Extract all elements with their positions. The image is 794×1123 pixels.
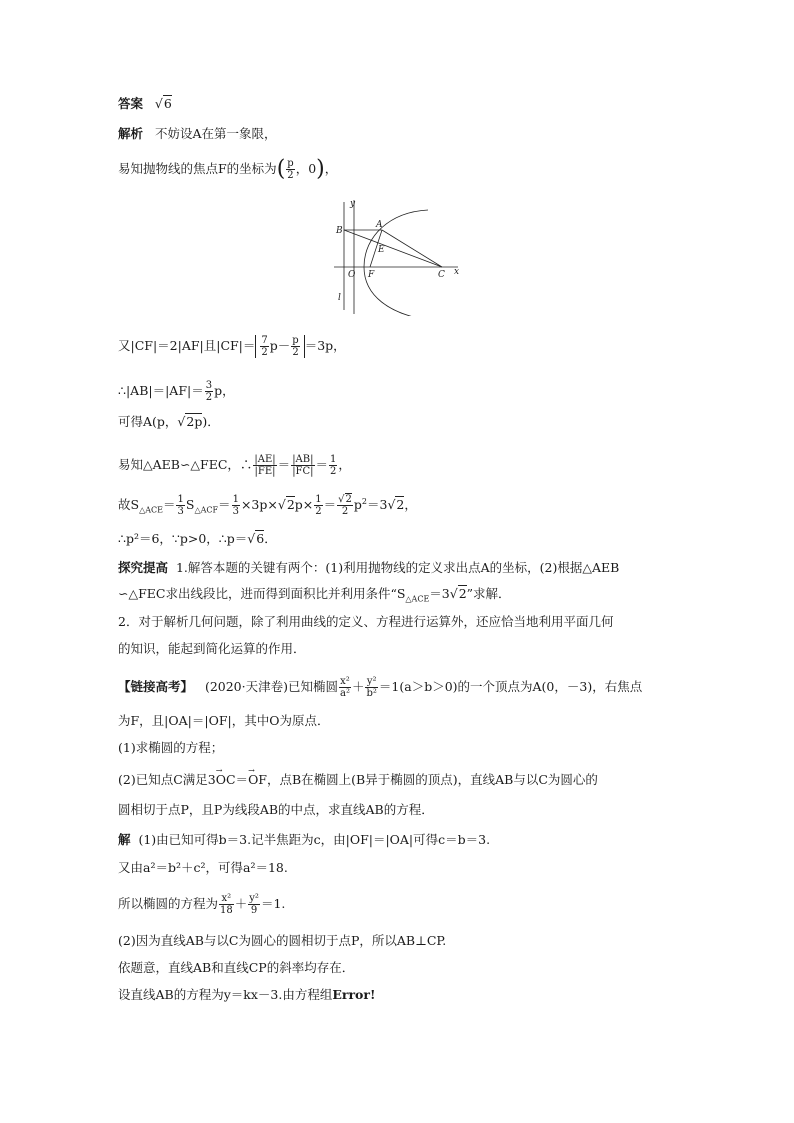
step-3: 可得A(p，√2p)． [118, 414, 220, 429]
answer-line: 答案 √6 [118, 96, 172, 111]
problem-q2: (2)已知点C满足3→ OC＝→ OF，点B在椭圆上(B异于椭圆的顶点)，直线AB与以C为圆心的 [118, 772, 598, 788]
improve-label: 探究提高 [118, 560, 169, 575]
solution-line-2: 又由a²＝b²＋c²，可得a²＝18. [118, 860, 288, 875]
answer-label: 答案 [118, 96, 144, 111]
step-6: ∴p²＝6，∵p>0，∴p＝√6． [118, 531, 277, 546]
improve-line-2: ∽△FEC求出线段比，进而得到面积比并利用条件“$S_{\triangle ACE}=3√2$”求解． [118, 586, 511, 604]
parabola-curve [364, 210, 428, 316]
analysis-text-1: 不妨设A在第一象限， [154, 126, 277, 141]
problem-q1: (1)求椭圆的方程； [118, 740, 224, 755]
problem-line-1: 【链接高考】 (2020·天津卷)已知椭圆 $\frac{\text{x²}}{\text{a²}}$ ＋ $\frac{\text{y²}}{\text{b²}}$ ＝1(a＞b＞0)的一个顶点为A(0，－3)，右焦点 [118, 676, 643, 699]
label-y: y [350, 199, 356, 209]
improve-line-1: 探究提高 1.解答本题的关键有两个：(1)利用抛物线的定义求出点A的坐标，(2)根据△AEB [118, 560, 620, 575]
step-1: 又|CF|＝2|AF|且|CF|＝ $\frac{7}{2}$ p－ $\frac{p}{2}$ ＝3p， [118, 335, 346, 358]
answer-value: 6 [163, 96, 172, 111]
solution-line-5: 依题意，直线AB和直线CP的斜率均存在． [118, 960, 355, 975]
problem-label: 【链接高考】 [118, 679, 194, 694]
label-F: F [368, 270, 375, 280]
step-2: ∴|AB|＝|AF|＝ $\frac{3}{2}$ p， [118, 380, 235, 403]
improve-line-4: 的知识，能起到简化运算的作用． [118, 641, 306, 656]
analysis-label: 解析 [118, 126, 144, 141]
analysis-line-1 [118, 126, 276, 142]
label-E: E [378, 245, 385, 255]
label-C: C [438, 270, 445, 280]
segment-BC [344, 230, 442, 267]
label-x: x [454, 267, 460, 277]
error-text: Error! [332, 987, 376, 1002]
solution-line-1: 解 (1)由已知可得b＝3.记半焦距为c，由|OF|＝|OA|可得c＝b＝3. [118, 832, 491, 847]
step-5: 故$S_{\triangle ACE}=$ $\frac{1}{3}$ $S_{\triangle ACF}=$ $\frac{1}{3}$ ×3p×√2p× $\frac{1}{2}$ ＝ $\frac{√2}{2}$ $p^2=3√2$， [118, 494, 417, 517]
solution-label: 解 [118, 832, 131, 847]
focus-fraction: $\frac{p}{2}$ [287, 158, 294, 181]
problem-line-2: 为F，且|OA|＝|OF|，其中O为原点． [118, 713, 330, 728]
solution-line-6: 设直线AB的方程为y＝kx－3.由方程组Error! [118, 987, 376, 1002]
parabola-figure [330, 196, 465, 316]
solution-line-4: (2)因为直线AB与以C为圆心的圆相切于点P，所以AB⊥CP. [118, 933, 447, 948]
label-B: B [336, 226, 343, 236]
label-O: O [348, 270, 356, 280]
solution-line-3: 所以椭圆的方程为 $\frac{\text{x²}}{18}$ ＋ $\frac{\text{y²}}{9}$ ＝1. [118, 893, 286, 916]
problem-q3: 圆相切于点P，且P为线段AB的中点，求直线AB的方程． [118, 802, 434, 817]
analysis-line-2: 易知抛物线的焦点F的坐标为( $\frac{p}{2}$ ，0)， [118, 156, 338, 182]
step-4: 易知△AEB∽△FEC，∴ $\frac{|AE|}{|FE|}$ ＝ $\frac{|AB|}{|FC|}$ ＝ $\frac{1}{2}$ ， [118, 454, 351, 477]
analysis-text-2: 易知抛物线的焦点F的坐标为 [118, 161, 277, 176]
segment-AC [382, 230, 442, 267]
label-l: l [338, 293, 341, 303]
improve-line-3: 2．对于解析几何问题，除了利用曲线的定义、方程进行运算外，还应恰当地利用平面几何 [118, 614, 614, 629]
label-A: A [376, 220, 383, 230]
